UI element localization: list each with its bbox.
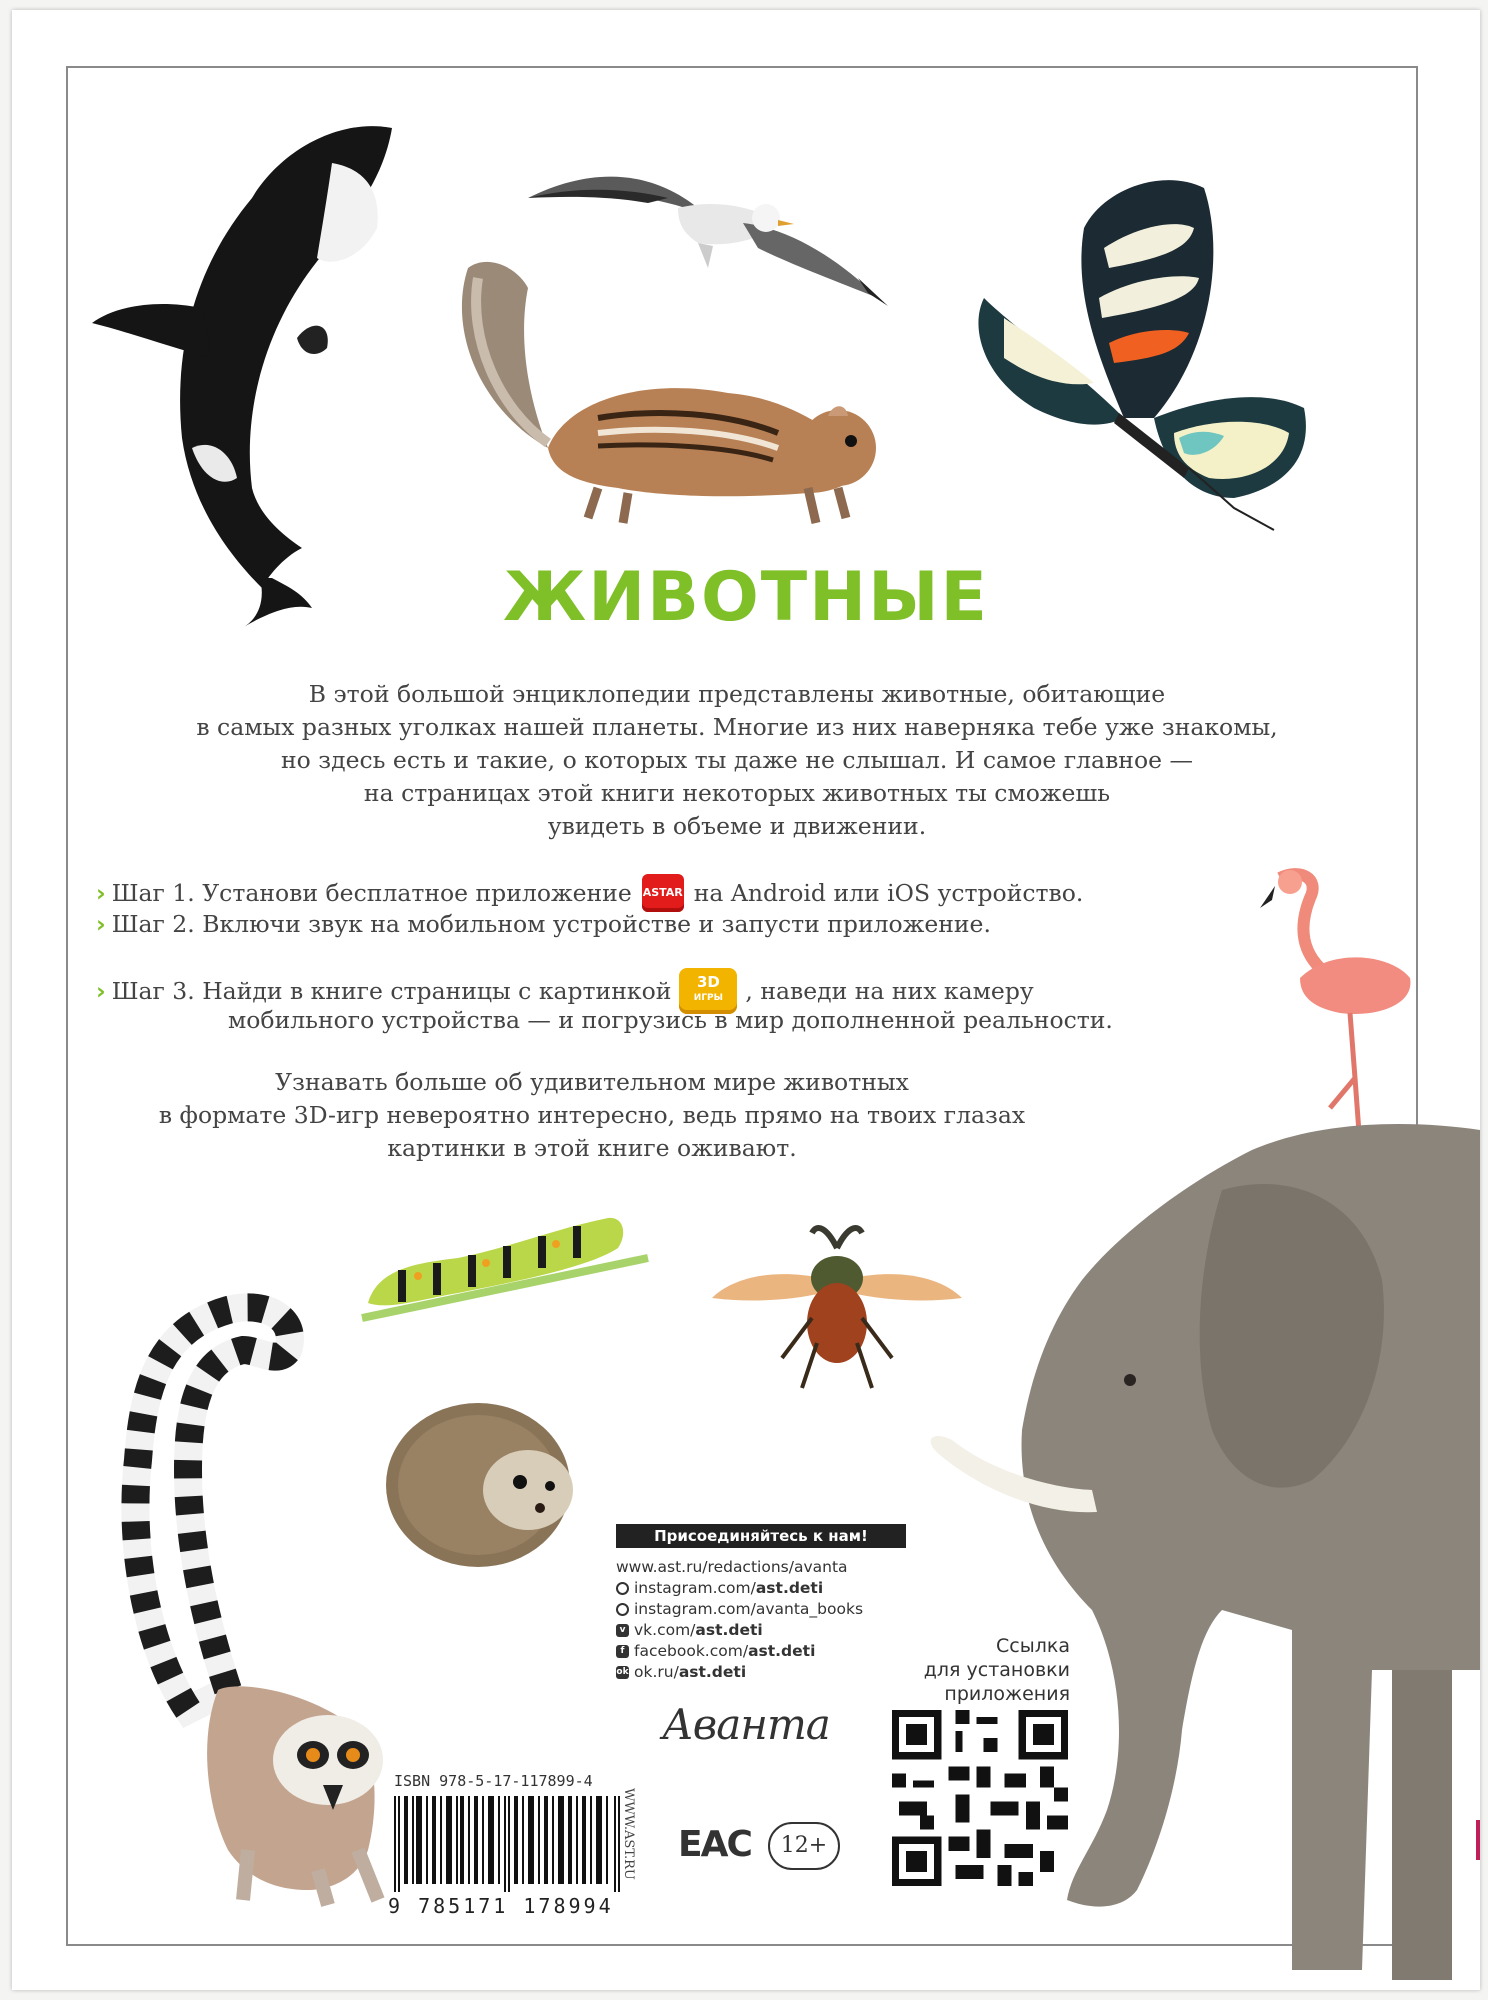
website-link[interactable] [616, 1557, 906, 1578]
step-3-line-2: мобильного устройства — и погрузись в мир дополненной реальности. [228, 1006, 1113, 1034]
step-marker: › [96, 878, 106, 907]
step-3-text-end: , наведи на них камеру [745, 976, 1034, 1005]
link-prefix: ok.ru/ [634, 1663, 679, 1681]
intro-line: увидеть в объеме и движении. [547, 812, 927, 840]
step-1-text-end: на Android или iOS устройство. [693, 878, 1084, 907]
eac-mark: EAC [678, 1824, 751, 1865]
step-3-text: Шаг 3. Найди в книге страницы с картинкой [111, 976, 672, 1005]
link-prefix: facebook.com/ [634, 1642, 749, 1660]
step-marker: › [96, 976, 106, 1005]
beetle-illustration [712, 1218, 962, 1398]
3d-badge-top: 3D [696, 973, 720, 991]
caption-line: приложения [944, 1683, 1070, 1705]
intro-line: на страницах этой книги некоторых животных ты сможешь [363, 779, 1111, 807]
facebook-icon: f [616, 1645, 629, 1658]
3d-badge-bottom: ИГРЫ [693, 993, 723, 1003]
link-handle: ast.deti [695, 1621, 763, 1639]
barcode-number: 9 785171 178994 [388, 1894, 614, 1918]
social-header: Присоединяйтесь к нам! [616, 1524, 906, 1548]
link-prefix: instagram.com/ [634, 1600, 756, 1618]
website-text: www.ast.ru/redactions/avanta [616, 1558, 848, 1576]
intro-line: но здесь есть и такие, о которых ты даже не слышал. И самое главное — [281, 746, 1193, 774]
book-back-cover [12, 10, 1480, 1990]
app-link-caption [878, 1634, 1070, 1706]
instagram-icon [616, 1582, 629, 1595]
lemur-illustration [78, 1290, 408, 1910]
step-2-text: Шаг 2. Включи звук на мобильном устройстве и запусти приложение. [111, 910, 991, 938]
caption-line: Ссылка [996, 1635, 1070, 1657]
chipmunk-illustration [448, 248, 888, 528]
step-1-text: Шаг 1. Установи бесплатное приложение [111, 878, 632, 907]
social-link-instagram-avanta[interactable] [616, 1599, 906, 1620]
closing-line: Узнавать больше об удивительном мире животных [275, 1068, 909, 1096]
social-link-vk[interactable] [616, 1620, 906, 1641]
social-link-facebook[interactable] [616, 1641, 906, 1662]
social-link-instagram-ast[interactable] [616, 1578, 906, 1599]
step-1 [96, 874, 1083, 912]
social-links-block [616, 1524, 906, 1683]
step-marker: › [96, 910, 106, 938]
ok-icon: ok [616, 1667, 629, 1677]
intro-line: В этой большой энциклопедии представлены животные, обитающие [308, 680, 1166, 708]
cover-edge-accent [1476, 1820, 1480, 1860]
caption-line: для установки [923, 1659, 1070, 1681]
intro-paragraph [92, 678, 1382, 843]
link-handle: ast.deti [748, 1642, 816, 1660]
book-title: ЖИВОТНЫЕ [503, 558, 989, 637]
link-handle: ast.deti [755, 1579, 824, 1597]
astar-app-icon: ASTAR [642, 874, 684, 912]
age-rating-badge: 12+ [768, 1822, 840, 1870]
intro-line: в самых разных уголках нашей планеты. Многие из них наверняка тебе уже знакомы, [196, 713, 1278, 741]
closing-line: в формате 3D-игр невероятно интересно, ведь прямо на твоих глазах [158, 1101, 1026, 1129]
publisher-logo: Аванта [662, 1700, 830, 1749]
vk-icon: v [616, 1624, 629, 1637]
website-vertical: WWW.AST.RU [621, 1788, 636, 1880]
link-handle: avanta_books [755, 1600, 864, 1618]
link-handle: ast.deti [678, 1663, 747, 1681]
barcode [394, 1796, 622, 1892]
hedgehog-illustration [378, 1390, 598, 1570]
qr-code[interactable] [892, 1710, 1068, 1886]
isbn-text: ISBN 978-5-17-117899-4 [394, 1772, 593, 1790]
link-prefix: vk.com/ [634, 1621, 696, 1639]
orca-illustration [92, 108, 422, 628]
instagram-icon [616, 1603, 629, 1616]
link-prefix: instagram.com/ [634, 1579, 756, 1597]
closing-line: картинки в этой книге оживают. [387, 1134, 797, 1162]
butterfly-illustration [974, 168, 1324, 538]
social-link-ok[interactable] [616, 1662, 906, 1683]
step-2 [96, 908, 991, 941]
